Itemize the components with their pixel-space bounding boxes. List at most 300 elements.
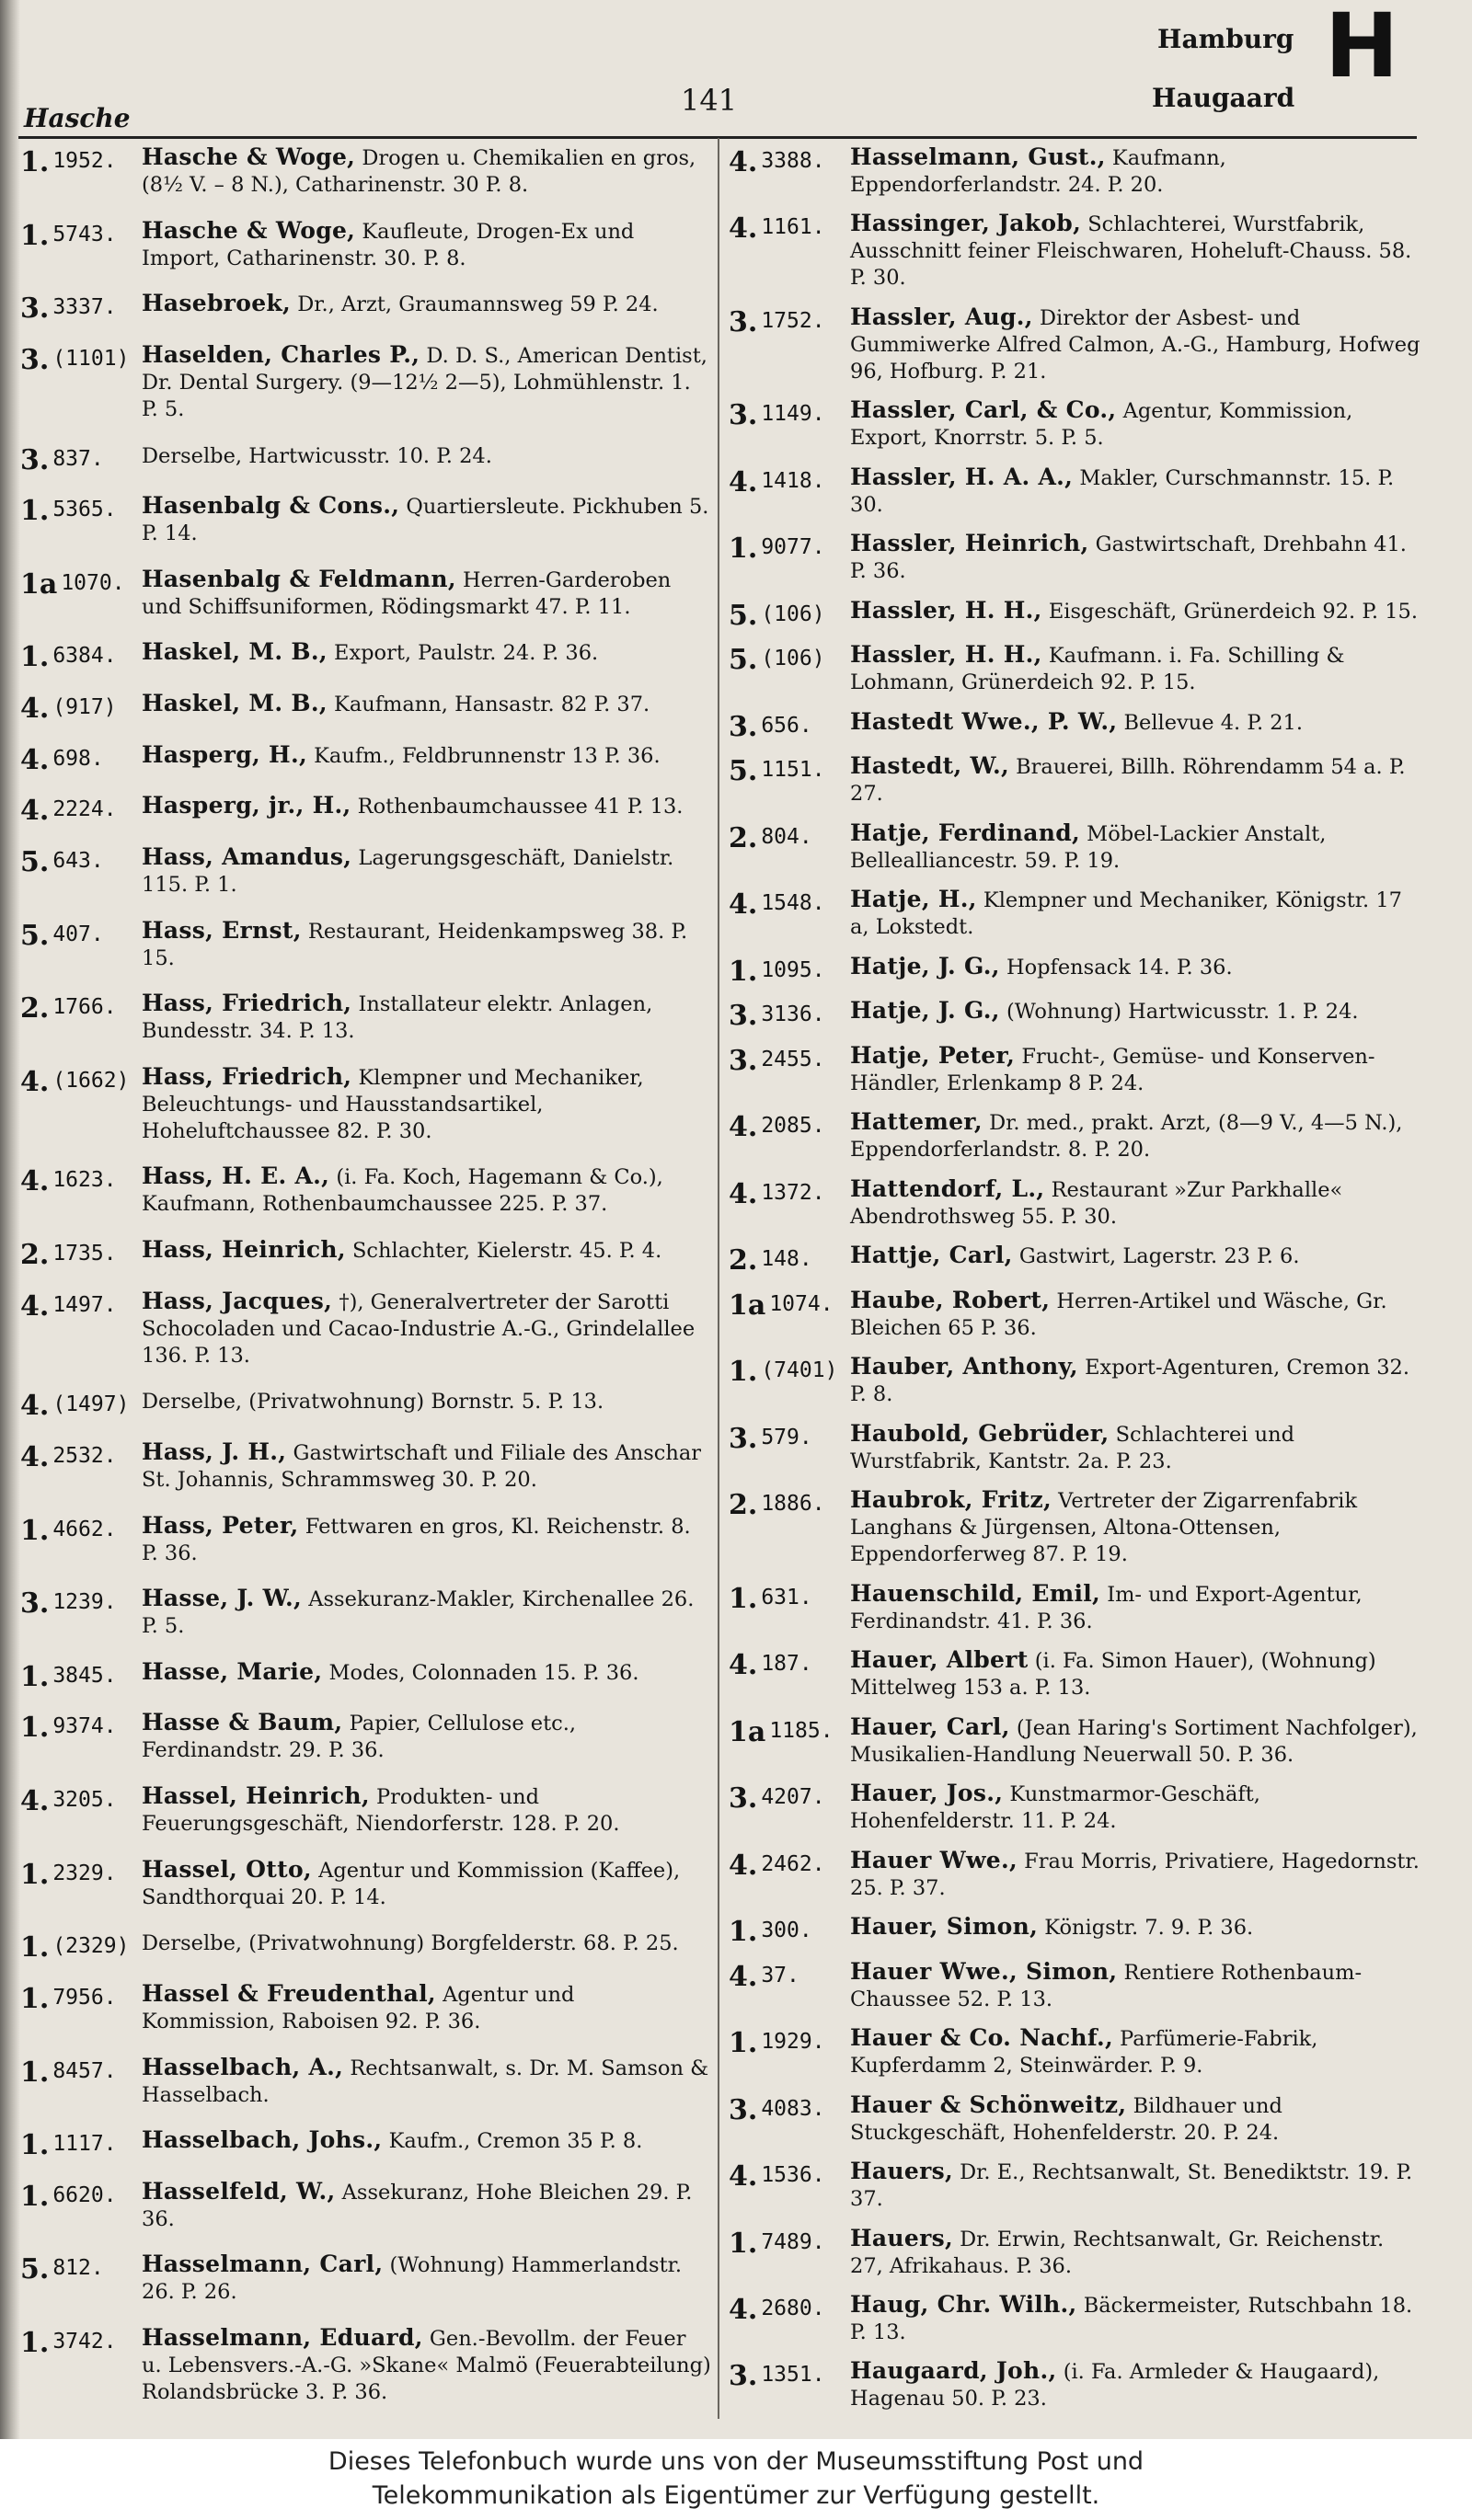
entry-text [850,1847,1420,1902]
subscriber-name: Hauers, [850,2224,953,2251]
number-value: 5743. [52,222,117,246]
phone-number [20,143,142,177]
entry-text [850,1353,1420,1408]
entry-text [142,1782,712,1838]
exchange-zone: 3. [729,710,758,743]
subscriber-details: Bellevue 4. P. 21. [1123,710,1304,735]
exchange-zone: 1. [20,146,50,178]
directory-entry [20,492,712,547]
number-value: 6384. [52,644,117,669]
directory-entry [729,708,1420,741]
subscriber-details: Rothenbaumchaussee 41 P. 13. [357,795,684,819]
subscriber-name: Hasselbach, A., [142,2053,344,2080]
phone-number [20,1782,142,1816]
subscriber-name: Haubold, Gebrüder, [850,1419,1110,1447]
subscriber-details: Herren-Garderoben und Schiffsuniformen, Rödingsmarkt 47. P. 11. [142,567,672,619]
exchange-zone: 3. [729,399,758,432]
subscriber-details: Dr. E., Rechtsanwalt, St. Benediktstr. 19. P. 37. [850,2160,1413,2212]
entry-text [850,2291,1420,2346]
exchange-zone: 4. [729,1960,758,1993]
exchange-zone: 4. [729,146,758,178]
number-value: 579. [761,1425,812,1449]
number-value: 1149. [761,402,825,427]
exchange-zone: 3. [729,1782,758,1816]
number-value: (1101) [52,346,130,371]
phone-number [20,2178,142,2211]
phone-number [729,708,850,741]
exchange-zone: 3. [729,305,758,338]
number-value: 7489. [761,2229,825,2254]
subscriber-details: Dr. med., prakt. Arzt, (8—9 V., 4—5 N.), Eppendorferlandstr. 8. P. 20. [850,1111,1403,1163]
directory-entry [20,843,712,899]
subscriber-name: Hass, Ernst, [142,916,302,944]
number-value: (7401) [761,1358,838,1383]
entry-text [142,2054,712,2109]
subscriber-name: Hassel, Heinrich, [142,1782,370,1809]
footer-line-2: Telekommunikation als Eigentümer zur Verfügung gestellt. [372,2481,1100,2510]
phone-number [20,341,142,374]
phone-number [729,530,850,566]
subscriber-details: Parfümerie-Fabrik, Kupferdamm 2, Steinwärder. P. 9. [850,2027,1318,2079]
subscriber-details: Kaufm., Cremon 35 P. 8. [388,2129,643,2154]
subscriber-details: Agentur, Kommission, Export, Knorrstr. 5. P. 5. [850,399,1353,451]
number-value: 1074. [769,1291,834,1316]
number-value: 1929. [761,2030,825,2055]
left-column [20,143,712,2424]
entry-text [142,1288,712,1369]
number-value: 1151. [761,758,825,783]
exchange-zone: 4. [729,1849,758,1882]
phone-number [729,752,850,788]
entry-text [142,1709,712,1764]
subscriber-details: Im- und Export-Agentur, Ferdinandstr. 41. P. 36. [850,1582,1363,1633]
exchange-zone: 1a [729,1289,766,1322]
phone-number [729,304,850,337]
directory-entry [729,1287,1420,1342]
number-value: (1662) [52,1068,130,1093]
number-value: 37. [761,1963,799,1987]
directory-entry [729,304,1420,385]
directory-entry [20,217,712,272]
exchange-zone: 3. [20,1587,50,1621]
running-head-left: Hasche [24,103,131,133]
entry-text [142,2324,712,2406]
subscriber-name: Haselden, Charles P., [142,340,420,368]
subscriber-name: Hass, H. E. A., [142,1163,330,1190]
subscriber-name: Hastedt, W., [850,752,1009,780]
entry-text [142,143,712,199]
subscriber-name: Haugaard, Joh., [850,2357,1057,2385]
exchange-zone: 1. [729,533,758,566]
exchange-zone: 4. [729,212,758,246]
subscriber-name: Hass, J. H., [142,1438,287,1465]
entry-text [142,638,712,667]
directory-entry [729,2158,1420,2213]
phone-number [20,1929,142,1962]
entry-text [142,1856,712,1911]
exchange-zone: 3. [729,2360,758,2393]
exchange-zone: 4. [20,743,50,776]
entry-text [850,708,1420,737]
exchange-zone: 1. [20,2129,50,2162]
phone-number [729,1042,850,1075]
phone-number [729,2091,850,2125]
number-value: 6620. [52,2182,117,2207]
phone-number [20,741,142,774]
subscriber-name: Haskel, M. B., [142,638,328,666]
subscriber-details: Dr. Erwin, Rechtsanwalt, Gr. Reichenstr. 27, Afrikahaus. P. 36. [850,2227,1385,2278]
phone-number [20,792,142,828]
entry-text [142,843,712,899]
phone-number [20,2126,142,2162]
subscriber-name: Hassler, Aug., [850,303,1033,330]
subscriber-details: Kaufmann. i. Fa. Schilling & Lohmann, Grünerdeich 92. P. 15. [850,644,1345,695]
subscriber-name: Hass, Peter, [142,1511,299,1539]
number-value: 1548. [761,891,825,916]
phone-number [20,441,142,475]
number-value: 1239. [52,1590,117,1615]
subscriber-name: Hasche & Woge, [142,216,356,244]
directory-entry [20,1063,712,1145]
subscriber-details: Herren-Artikel und Wäsche, Gr. Bleichen 65 P. 36. [850,1289,1387,1340]
exchange-zone: 1. [729,955,758,988]
entry-text [850,2158,1420,2213]
entry-text [142,290,712,318]
exchange-zone: 4. [20,1289,50,1323]
entry-text [142,1063,712,1145]
entry-text [850,2225,1420,2280]
entry-text [142,1929,712,1957]
number-value: 407. [52,922,104,946]
exchange-zone: 5. [20,2253,50,2286]
directory-entry [20,2054,712,2109]
phone-number [729,1580,850,1613]
phone-number [20,1288,142,1321]
directory-entry [729,1242,1420,1275]
entry-text [850,953,1420,981]
directory-entry [729,1175,1420,1231]
exchange-zone: 5. [20,845,50,878]
entry-text [850,2091,1420,2147]
number-value: 4207. [761,1785,825,1810]
subscriber-details: Derselbe, (Privatwohnung) Bornstr. 5. P. 13. [142,1390,604,1415]
directory-entry [729,997,1420,1033]
directory-entry [20,741,712,774]
subscriber-details: Papier, Cellulose etc., Ferdinandstr. 29. P. 36. [142,1712,577,1763]
subscriber-name: Hattje, Carl, [850,1242,1013,1269]
directory-entry [20,792,712,828]
phone-number [729,1420,850,1453]
entry-text [850,997,1420,1025]
exchange-zone: 2. [729,1244,758,1277]
subscriber-name: Hasenbalg & Feldmann, [142,565,456,592]
phone-number [20,1387,142,1423]
number-value: 7956. [52,1985,117,2010]
subscriber-name: Hass, Amandus, [142,842,352,870]
subscriber-name: Hassinger, Jakob, [850,210,1082,237]
subscriber-details: Kunstmarmor-Geschäft, Hohenfelderstr. 11. P. 24. [850,1782,1260,1834]
exchange-zone: 1. [729,2227,758,2260]
number-value: 1536. [761,2163,825,2188]
subscriber-details: Export-Agenturen, Cremon 32. P. 8. [850,1356,1410,1407]
subscriber-name: Hasenbalg & Cons., [142,492,400,520]
subscriber-name: Hasperg, H., [142,740,307,768]
entry-text [142,2251,712,2306]
number-value: 2680. [761,2296,825,2320]
number-value: 1372. [761,1180,825,1205]
exchange-zone: 5. [20,919,50,952]
phone-number [729,2158,850,2194]
subscriber-name: Hasselmann, Eduard, [142,2324,423,2351]
page-number: 141 [681,83,738,118]
exchange-zone: 4. [20,1785,50,1817]
subscriber-name: Hauer Wwe., [850,1846,1018,1873]
entry-text [142,341,712,423]
phone-number [729,1958,850,1991]
exchange-zone: 5. [729,644,758,677]
number-value: 1497. [52,1292,117,1317]
subscriber-details: Gen.-Bevollm. der Feuer u. Lebensvers.-A.-G. »Skane« Malmö (Feuerabteilung) Rolandsbrücke 3. P. 36. [142,2327,711,2404]
subscriber-details: (i. Fa. Armleder & Haugaard), Hagenau 50. P. 23. [850,2360,1380,2411]
subscriber-name: Hatje, H., [850,886,977,913]
number-value: 1161. [761,215,825,240]
phone-number [20,217,142,250]
subscriber-name: Hasselbach, Johs., [142,2126,383,2154]
exchange-zone: 3. [729,2093,758,2126]
number-value: 9374. [52,1714,117,1739]
phone-number [729,143,850,177]
subscriber-name: Hattemer, [850,1108,983,1136]
phone-number [20,690,142,723]
subscriber-name: Haubrok, Fritz, [850,1486,1052,1514]
exchange-zone: 3. [20,343,50,376]
subscriber-details: Direktor der Asbest- und Gummiwerke Alfred Calmon, A.-G., Hamburg, Hofweg 96, Hofburg. P. 21. [850,305,1420,384]
directory-entry [20,1658,712,1691]
number-value: 2462. [761,1851,825,1876]
exchange-zone: 2. [20,992,50,1025]
subscriber-name: Hatje, J. G., [850,952,1000,979]
subscriber-details: (Wohnung) Hartwicusstr. 1. P. 24. [1006,1000,1359,1025]
directory-entry [20,1163,712,1218]
subscriber-details: Gastwirtschaft, Drehbahn 41. P. 36. [850,533,1407,584]
entry-text [850,530,1420,585]
subscriber-name: Hasselfeld, W., [142,2177,336,2205]
directory-entry [20,1585,712,1640]
phone-number [729,2225,850,2258]
directory-entry [729,1958,1420,2013]
exchange-zone: 4. [729,1177,758,1210]
exchange-zone: 1. [20,1858,50,1891]
phone-number [729,886,850,922]
directory-entry [729,143,1420,199]
entry-text [850,1958,1420,2013]
subscriber-details: †), Generalvertreter der Sarotti Schocoladen und Cacao-Industrie A.-G., Grindelallee 136. P. 13. [142,1289,696,1368]
directory-entry [20,1236,712,1269]
subscriber-name: Hattendorf, L., [850,1174,1045,1202]
subscriber-name: Hasse, J. W., [142,1585,303,1612]
subscriber-name: Hasselmann, Gust., [850,143,1106,170]
directory-entry [20,290,712,326]
phone-number [20,1856,142,1889]
number-value: 1418. [761,468,825,493]
entry-text [850,1175,1420,1231]
exchange-zone: 4. [20,795,50,828]
subscriber-details: Installateur elektr. Anlagen, Bundesstr. 34. P. 13. [142,992,653,1044]
exchange-zone: 1a [729,1715,766,1748]
directory-entry [729,1847,1420,1902]
phone-number [20,638,142,674]
subscriber-details: Vertreter der Zigarrenfabrik Langhans & Jürgensen, Altona-Ottensen, Eppendorferweg 87. P. 19. [850,1489,1358,1567]
subscriber-details: Drogen u. Chemikalien en gros, (8½ V. – 8 N.), Catharinenstr. 30 P. 8. [142,146,696,197]
subscriber-details: Kaufleute, Drogen-Ex und Import, Catharinenstr. 30. P. 8. [142,219,635,270]
exchange-zone: 1. [729,1356,758,1389]
phone-number [729,2291,850,2324]
number-value: 1070. [61,570,125,595]
subscriber-details: Rechtsanwalt, s. Dr. M. Samson & Hasselbach. [142,2056,709,2107]
number-value: 1766. [52,995,117,1020]
phone-number [729,1713,850,1747]
directory-entry [729,1353,1420,1408]
number-value: 2085. [761,1114,825,1139]
directory-entry [729,597,1420,630]
subscriber-details: (Wohnung) Hammerlandstr. 26. P. 26. [142,2253,683,2305]
subscriber-name: Hauenschild, Emil, [850,1579,1101,1607]
entry-text [850,210,1420,292]
subscriber-name: Hauer, Albert [850,1646,1029,1674]
entry-text [850,143,1420,199]
number-value: 3388. [761,149,825,173]
directory-entry [20,917,712,972]
directory-entry [20,2178,712,2233]
directory-entry [729,1042,1420,1097]
phone-number [729,997,850,1033]
exchange-zone: 1. [20,2056,50,2089]
directory-entry [20,1438,712,1494]
subscriber-details: Agentur und Kommission (Kaffee), Sandthorquai 20. P. 14. [142,1858,681,1909]
number-value: 148. [761,1247,812,1272]
number-value: 656. [761,713,812,738]
number-value: 187. [761,1652,812,1677]
subscriber-details: Frau Morris, Privatiere, Hagedornstr. 25. P. 37. [850,1849,1420,1900]
subscriber-details: Makler, Curschmannstr. 15. P. 30. [850,465,1395,517]
directory-entry [20,143,712,199]
exchange-zone: 1. [20,1982,50,2015]
directory-entry [729,1580,1420,1635]
subscriber-details: (i. Fa. Simon Hauer), (Wohnung) Mittelweg 153 a. P. 13. [850,1649,1376,1701]
phone-number [20,1063,142,1096]
subscriber-details: Derselbe, Hartwicusstr. 10. P. 24. [142,443,492,468]
entry-text [142,741,712,770]
exchange-zone: 1. [20,495,50,528]
number-value: 9077. [761,535,825,560]
number-value: 3205. [52,1788,117,1812]
directory-entry [729,2291,1420,2346]
entry-text [142,1236,712,1265]
exchange-zone: 4. [729,1111,758,1144]
exchange-zone: 1. [20,1931,50,1964]
page-edge-shadow [0,0,20,2439]
subscriber-details: Königstr. 7. 9. P. 36. [1044,1916,1254,1941]
phone-number [20,843,142,876]
directory-entry [20,441,712,475]
exchange-zone: 4. [729,888,758,922]
directory-entry [20,1856,712,1911]
subscriber-name: Hassler, H. A. A., [850,463,1074,490]
directory-entry [729,819,1420,875]
number-value: (106) [761,647,825,671]
subscriber-details: (i. Fa. Koch, Hagemann & Co.), Kaufmann, Rothenbaumchaussee 225. P. 37. [142,1165,663,1217]
subscriber-name: Hastedt Wwe., P. W., [850,707,1118,735]
number-value: 1623. [52,1168,117,1193]
entry-text [850,304,1420,385]
phone-number [20,2054,142,2087]
entry-text [850,641,1420,696]
subscriber-details: Agentur und Kommission, Raboisen 92. P. 36. [142,1982,575,2033]
number-value: 4083. [761,2096,825,2121]
subscriber-name: Hassler, H. H., [850,641,1042,669]
subscriber-name: Hass, Heinrich, [142,1236,346,1263]
entry-text [850,1486,1420,1568]
subscriber-details: Gastwirtschaft und Filiale des Anschar St. Johannis, Schrammsweg 30. P. 20. [142,1440,702,1492]
phone-number [729,464,850,497]
directory-entry [20,341,712,423]
entry-text [142,690,712,718]
exchange-zone: 2. [20,1239,50,1271]
subscriber-details: Frucht-, Gemüse- und Konserven-Händler, Erlenkamp 8 P. 24. [850,1044,1375,1095]
phone-number [729,641,850,677]
exchange-zone: 5. [729,755,758,788]
entry-text [850,1042,1420,1097]
subscriber-name: Hassler, Carl, & Co., [850,396,1117,424]
directory-entry [729,752,1420,808]
phone-number [20,492,142,528]
phone-number [729,1486,850,1522]
subscriber-details: Assekuranz-Makler, Kirchenallee 26. P. 5. [142,1587,695,1639]
subscriber-details: Schlachter, Kielerstr. 45. P. 4. [352,1239,662,1263]
exchange-zone: 4. [729,2293,758,2326]
phone-number [729,953,850,986]
subscriber-name: Hassler, Heinrich, [850,530,1089,557]
number-value: 837. [52,446,104,471]
exchange-zone: 3. [20,443,50,476]
exchange-zone: 3. [20,292,50,326]
number-value: 1117. [52,2132,117,2157]
number-value: 4662. [52,1517,117,1541]
number-value: 2329. [52,1861,117,1885]
exchange-zone: 1. [729,1916,758,1949]
subscriber-details: Restaurant »Zur Parkhalle« Abendrothsweg 55. P. 30. [850,1177,1343,1229]
directory-entry [729,1780,1420,1835]
entry-text [142,2178,712,2233]
number-value: 2532. [52,1443,117,1468]
number-value: (1497) [52,1392,130,1417]
subscriber-details: Fettwaren en gros, Kl. Reichenstr. 8. P. 36. [142,1514,691,1565]
subscriber-name: Hasebroek, [142,290,292,317]
subscriber-details: Derselbe, (Privatwohnung) Borgfelderstr. 68. P. 25. [142,1931,679,1956]
subscriber-name: Hasche & Woge, [142,143,356,170]
entry-text [142,566,712,621]
subscriber-details: Schlachterei, Wurstfabrik, Ausschnitt feiner Fleischwaren, Hoheluft-Chauss. 58. P. 30. [850,212,1412,291]
exchange-zone: 2. [729,821,758,854]
exchange-zone: 1a [20,567,58,601]
directory-entry [20,1512,712,1567]
number-value: 1095. [761,957,825,982]
phone-number [20,1438,142,1472]
number-value: (917) [52,695,117,719]
subscriber-name: Hatje, J. G., [850,997,1000,1025]
subscriber-details: Eisgeschäft, Grünerdeich 92. P. 15. [1048,599,1418,624]
directory-entry [729,1713,1420,1769]
